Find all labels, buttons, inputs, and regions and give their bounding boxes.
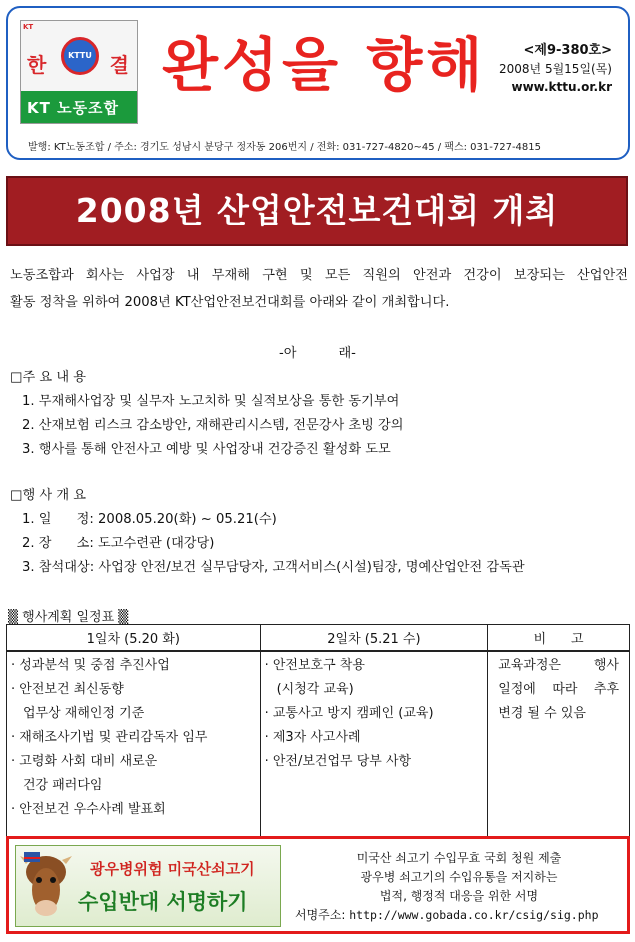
ad-headline: 광우병위험 미국산쇠고기 bbox=[90, 860, 255, 878]
note-line: 일정에 따라 추후 bbox=[498, 681, 619, 697]
masthead bbox=[6, 6, 630, 160]
section-heading-main-content: □주 요 내 용 bbox=[10, 370, 86, 385]
schedule-entry: · 안전보건 최신동향 bbox=[11, 681, 124, 697]
intro-paragraph bbox=[10, 262, 628, 316]
flag-green-band: KT 노동조합 bbox=[21, 91, 137, 124]
schedule-entry: · 재해조사기법 및 관리감독자 임무 bbox=[11, 729, 208, 745]
petition-ad-button[interactable] bbox=[15, 845, 281, 927]
schedule-entry: · 고령화 사회 대비 새로운 bbox=[11, 753, 158, 769]
flag-char-left: 한 bbox=[27, 53, 47, 77]
url-label: 서명주소: bbox=[295, 908, 346, 922]
column-header-day2: 2일차 (5.21 수) bbox=[260, 625, 488, 651]
schedule-entry: 업무상 재해인정 기준 bbox=[23, 705, 145, 721]
list-item: 1. 무재해사업장 및 실무자 노고치하 및 실적보상을 통한 동기부여 bbox=[22, 394, 400, 409]
note-line: 교육과정은 행사 bbox=[498, 657, 619, 673]
petition-banner bbox=[6, 836, 630, 934]
below-marker: -아 래- bbox=[279, 346, 356, 361]
publisher-info: 발행: KT노동조합 / 주소: 경기도 성남시 분당구 정자동 206번지 / 전화: 031-727-4820~45 / 팩스: 031-727-4815 bbox=[28, 142, 542, 153]
column-header-day1: 1일차 (5.20 화) bbox=[7, 625, 261, 651]
issue-info bbox=[499, 42, 612, 96]
banner-line: 광우병 쇠고기의 수입유통을 저지하는 bbox=[360, 870, 558, 884]
union-emblem-icon: KTTU bbox=[61, 37, 99, 75]
flag-char-right: 결 bbox=[109, 53, 129, 77]
intro-line: 활동 정착을 위하여 2008년 KT산업안전보건대회를 아래와 같이 개최합니다. bbox=[10, 295, 450, 310]
list-item: 3. 참석대상: 사업장 안전/보건 실무담당자, 고객서비스(시설)팀장, 명예산업안전 감독관 bbox=[22, 560, 525, 575]
issue-date: 2008년 5월15일(목) bbox=[499, 62, 612, 76]
section-heading-event-summary: □행 사 개 요 bbox=[10, 488, 86, 503]
union-flag-logo bbox=[20, 20, 138, 124]
issue-number: <제9-380호> bbox=[523, 43, 612, 58]
banner-line: 법적, 행정적 대응을 위한 서명 bbox=[379, 889, 539, 903]
table-header-row bbox=[7, 625, 630, 651]
list-item: 3. 행사를 통해 안전사고 예방 및 사업장내 건강증진 활성화 도모 bbox=[22, 442, 391, 457]
schedule-entry: · 안전보호구 착용 bbox=[264, 657, 365, 673]
schedule-entry: · 안전보건 우수사례 발표회 bbox=[11, 801, 166, 817]
schedule-entry: · 안전/보건업무 당부 사항 bbox=[264, 753, 412, 769]
schedule-entry: · 교통사고 방지 캠페인 (교육) bbox=[264, 705, 434, 721]
flag-corner-text: KT bbox=[23, 23, 34, 31]
column-header-note: 비 고 bbox=[488, 625, 630, 651]
list-item: 2. 산재보험 리스크 감소방안, 재해관리시스템, 전문강사 초빙 강의 bbox=[22, 418, 404, 433]
schedule-entry: · 제3자 사고사례 bbox=[264, 729, 361, 745]
banner-line: 미국산 쇠고기 수입무효 국회 청원 제출 bbox=[356, 851, 562, 865]
ad-subheadline: 수입반대 서명하기 bbox=[78, 890, 248, 914]
headline: 2008년 산업안전보건대회 개최 bbox=[6, 176, 628, 246]
newsletter-title: 완성을 향해 bbox=[162, 31, 487, 99]
schedule-entry: · 성과분석 및 중점 추진사업 bbox=[11, 657, 170, 673]
cow-icon bbox=[20, 850, 72, 922]
website-link[interactable]: www.kttu.or.kr bbox=[511, 80, 612, 94]
note-cell bbox=[488, 651, 630, 847]
petition-url-row bbox=[289, 906, 629, 925]
list-item: 1. 일 정: 2008.05.20(화) ~ 05.21(수) bbox=[22, 512, 277, 527]
schedule-entry: 건강 패러다임 bbox=[23, 777, 103, 793]
table-row bbox=[7, 651, 630, 847]
day1-cell bbox=[7, 651, 261, 847]
list-item: 2. 장 소: 도고수련관 (대강당) bbox=[22, 536, 215, 551]
schedule-title: ▒ 행사계획 일정표 ▒ bbox=[8, 610, 129, 625]
day2-cell bbox=[260, 651, 488, 847]
intro-line: 노동조합과 회사는 사업장 내 무재해 구현 및 모든 직원의 안전과 건강이 보장되는 산업안전 bbox=[10, 268, 628, 283]
schedule-table bbox=[6, 624, 630, 847]
schedule-entry: (시청각 교육) bbox=[276, 681, 354, 697]
banner-text bbox=[289, 849, 629, 925]
note-line: 변경 될 수 있음 bbox=[498, 705, 586, 721]
petition-url-link[interactable]: http://www.gobada.co.kr/csig/sig.php bbox=[349, 908, 599, 922]
